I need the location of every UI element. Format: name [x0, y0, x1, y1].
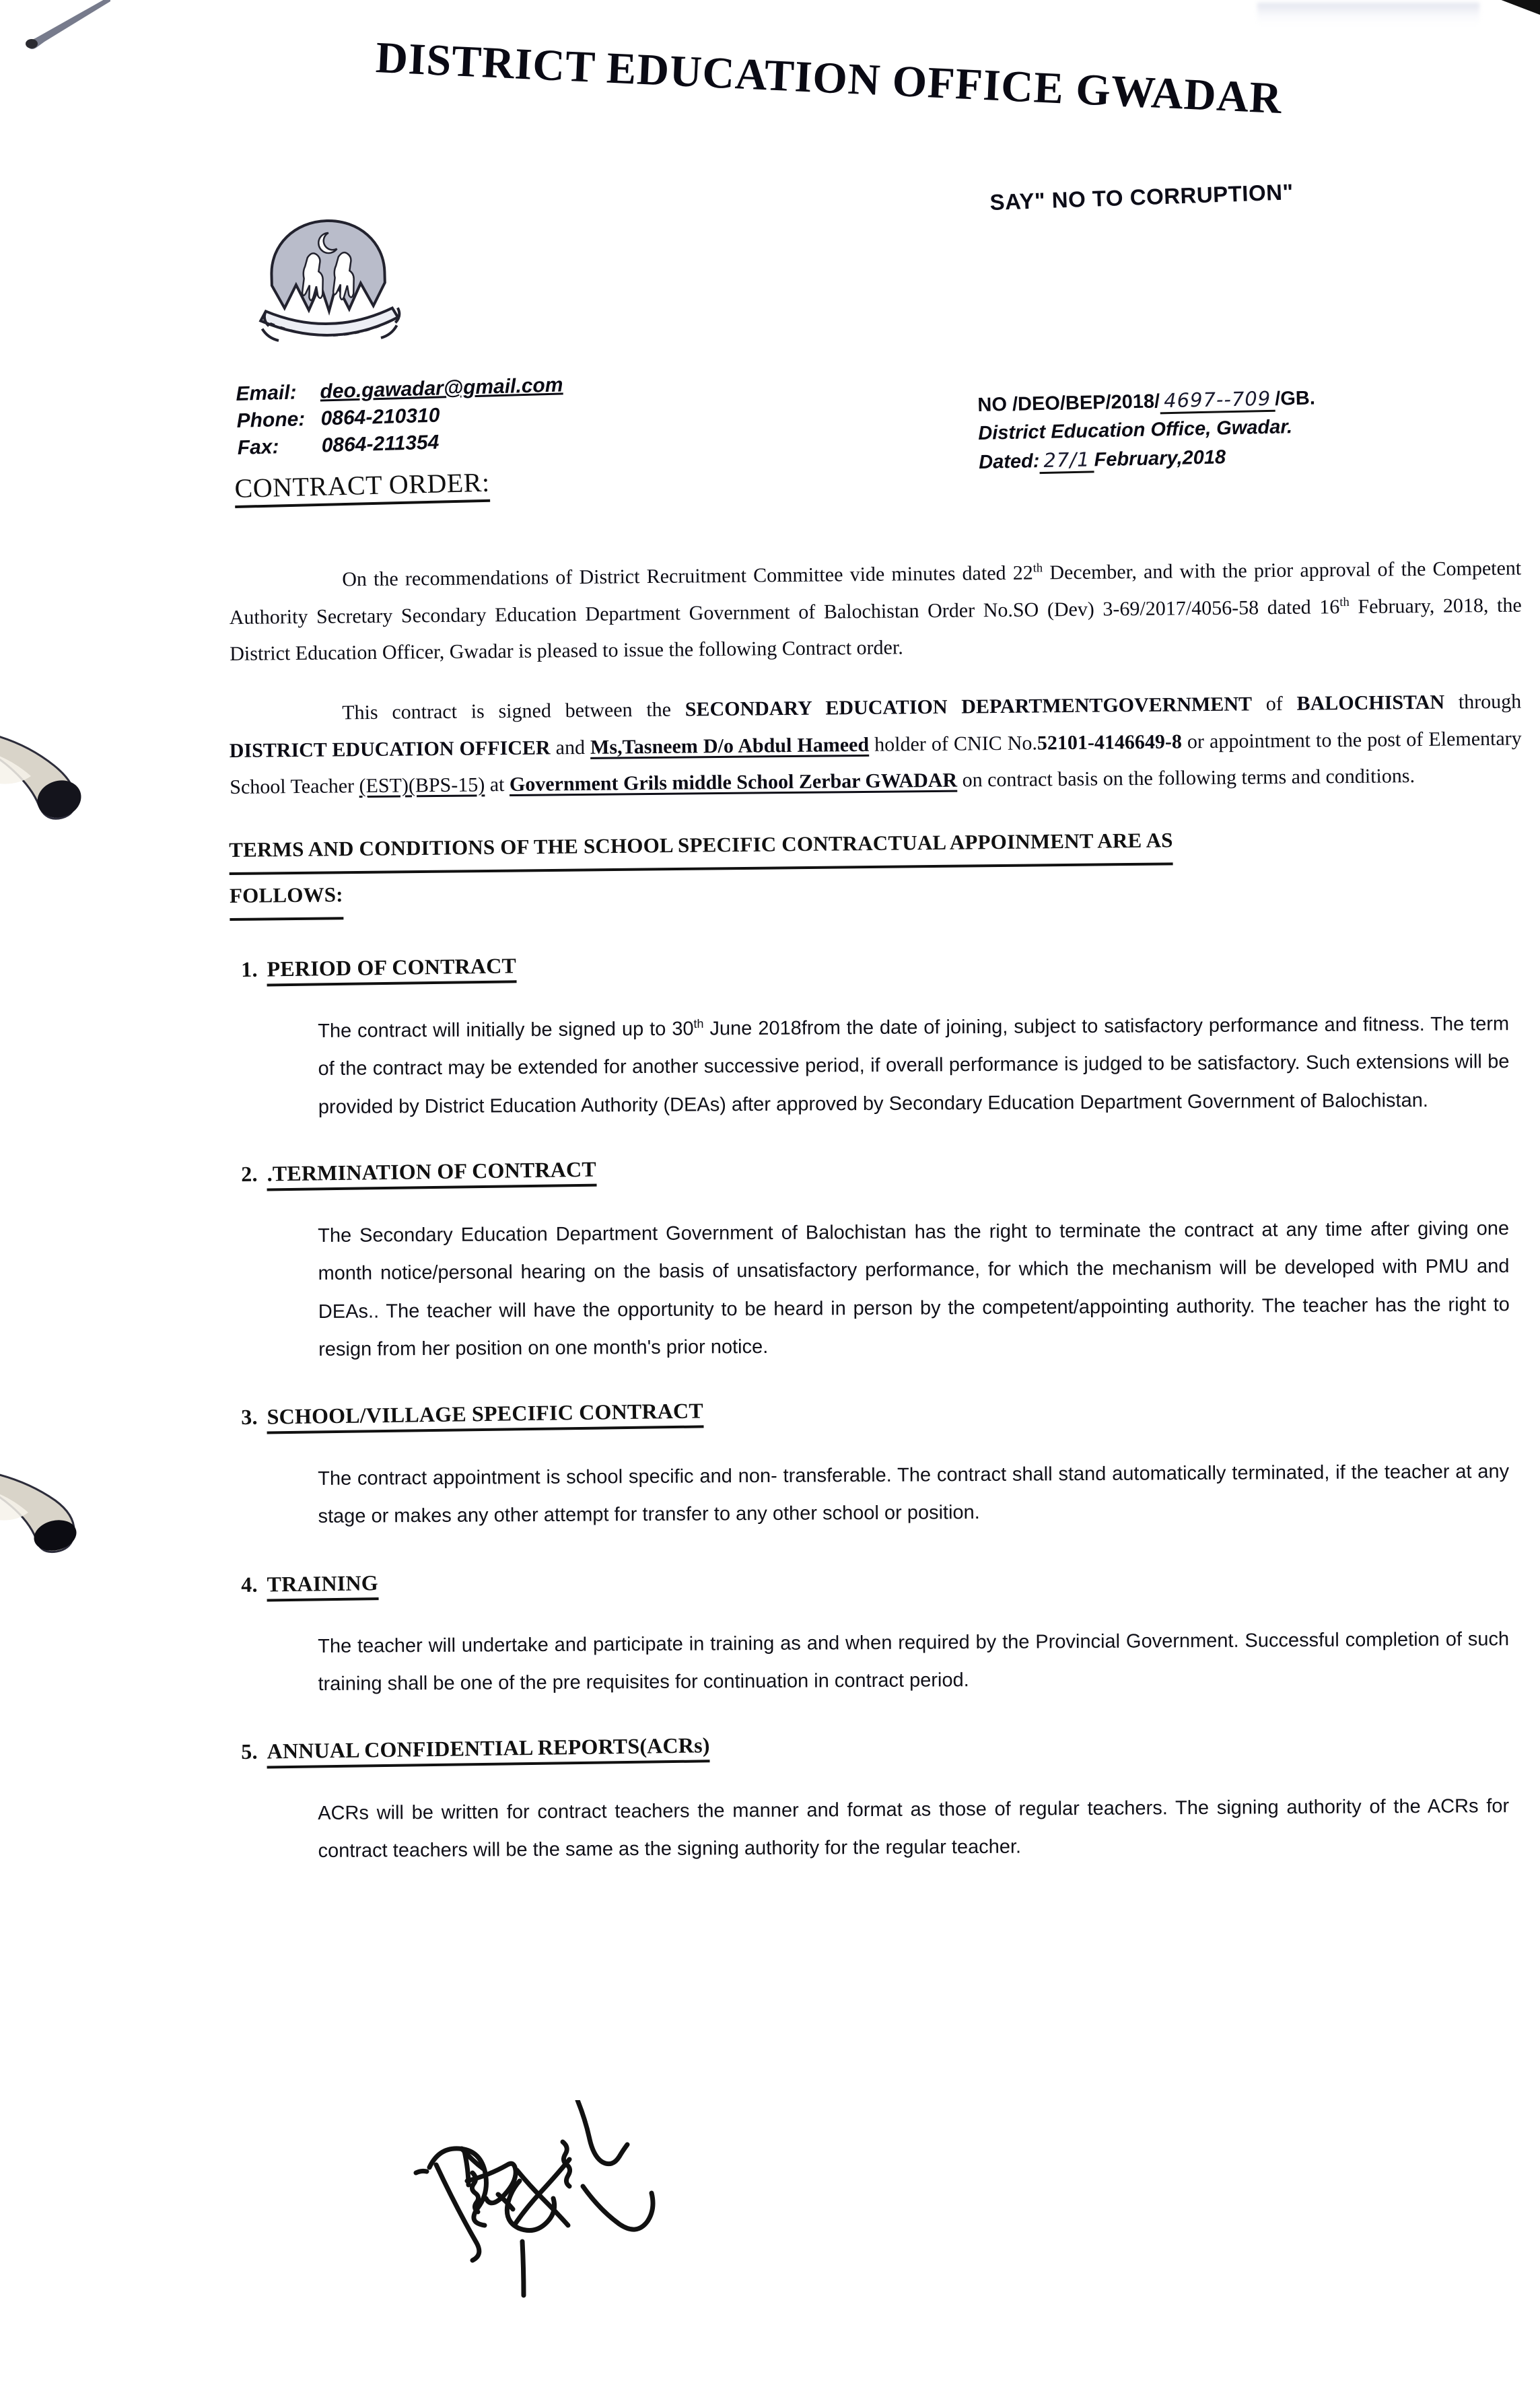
intro-p1-mid: December, and with the prior approval of the Competent Authority Secretary Secondary Education Department Government of Balochistan Order No.SO (Dev) 3-69/2017/4056-58 dated 16 [229, 557, 1522, 629]
intro-p2-f: or appointment to the post of Elementary School Teacher [230, 726, 1522, 798]
page-title: DISTRICT EDUCATION OFFICE GWADAR [374, 32, 1284, 124]
intro-p2-d: and [550, 736, 591, 759]
reference-block [977, 383, 1317, 477]
paragraph-indent [229, 719, 342, 720]
contract-order-heading [234, 466, 490, 504]
intro-p2-b: of [1251, 692, 1297, 716]
section-period-of-contract [229, 952, 1521, 1126]
fax-label: Fax: [237, 436, 279, 459]
scan-artifact-clip-lower [0, 1464, 128, 1578]
reference-number-suffix: /GB. [1274, 387, 1316, 410]
phone-label: Phone: [236, 408, 306, 432]
section-heading [241, 1144, 1521, 1192]
section-annual-confidential-reports [229, 1733, 1521, 1871]
intro-p2-e: holder of CNIC No. [868, 731, 1038, 756]
document-body [229, 557, 1522, 1871]
intro-p2-c: through [1444, 690, 1522, 714]
email-label: Email: [236, 381, 298, 405]
reference-number-prefix: NO /DEO/BEP/2018/ [977, 390, 1160, 416]
section-body-rest: June 2018from the date of joining, subject to satisfactory performance and fitness. The term of the contract may be extended for another successive period, if overall performance is judged to be satisfactory. Such extensions will be provided by District Education Authority (DEAs) after approved by Secondary Education Department Government of Balochistan. [318, 1012, 1510, 1118]
officer-title: DISTRICT EDUCATION OFFICER [229, 736, 551, 762]
section-heading [241, 1387, 1521, 1435]
section-heading [241, 939, 1521, 987]
contact-block [236, 372, 565, 461]
contract-order-heading-text: CONTRACT ORDER: [234, 467, 490, 508]
section-title: SCHOOL/VILLAGE SPECIFIC CONTRACT [267, 1399, 703, 1434]
paragraph-indent [229, 586, 342, 587]
section-heading [241, 1554, 1521, 1602]
government-crest-icon [252, 207, 405, 369]
section-title: .TERMINATION OF CONTRACT [267, 1157, 596, 1191]
intro-p1-ordinal-2: th [1339, 594, 1350, 609]
phone-value: 0864-210310 [320, 404, 440, 430]
intro-p1-tail: February, 2018, the District Education Officer, Gwadar is pleased to issue the following Contract order. [230, 594, 1522, 666]
teacher-name: Ms,Tasneem D/o Abdul Hameed [590, 733, 870, 759]
section-body-lead: The contract will initially be signed up to 30 [318, 1018, 694, 1042]
intro-p1-ordinal: th [1032, 561, 1043, 576]
intro-p2-h: on contract basis on the following terms and conditions. [956, 765, 1415, 792]
section-termination-of-contract [229, 1156, 1521, 1368]
terms-conditions-heading [229, 815, 1522, 920]
dated-handwritten: 27/1 [1039, 448, 1094, 474]
handwritten-signature [397, 2100, 680, 2322]
dated-suffix: February,2018 [1094, 446, 1226, 471]
scan-artifact-top-right [1459, 0, 1540, 20]
section-body: The teacher will undertake and participate in training as and when required by the Provincial Government. Successful completion of such training shall be one of the pre requisites for continuation in contract period. [318, 1628, 1510, 1696]
scan-artifact-smudge [1257, 3, 1479, 26]
section-body [318, 1005, 1510, 1126]
section-number: 1. [241, 957, 258, 981]
section-number: 5. [241, 1739, 258, 1764]
intro-paragraph-1 [229, 551, 1522, 673]
intro-p1-lead: On the recommendations of District Recruitment Committee vide minutes dated 22 [342, 561, 1033, 591]
fax-value: 0864-211354 [321, 431, 440, 457]
section-body: The contract appointment is school specific and non- transferable. The contract shall stand automatically terminated, if the teacher at any stage or makes any other attempt for transfer to any other school or position. [318, 1461, 1510, 1528]
scan-artifact-top-left [9, 0, 110, 50]
reference-date-line [979, 441, 1317, 477]
section-number: 2. [241, 1161, 258, 1187]
post-designation: (EST)(BPS-15) [359, 773, 485, 798]
intro-p2-a: This contract is signed between the [342, 698, 685, 724]
section-body-ordinal: th [693, 1016, 704, 1031]
department-name: SECONDARY EDUCATION DEPARTMENTGOVERNMENT [685, 693, 1253, 721]
intro-p2-g: at [485, 773, 510, 796]
scan-artifact-clip-upper [0, 724, 128, 851]
intro-paragraph-2 [229, 683, 1522, 806]
anti-corruption-slogan: SAY" NO TO CORRUPTION" [989, 179, 1294, 215]
cnic-number: 52101-4146649-8 [1037, 730, 1183, 754]
terms-heading-line-1: TERMS AND CONDITIONS OF THE SCHOOL SPECIFIC CONTRACTUAL APPOINMENT ARE AS [229, 815, 1522, 874]
section-number: 3. [241, 1404, 258, 1430]
terms-heading-line-2: FOLLOWS: [230, 861, 1523, 920]
section-body: ACRs will be written for contract teachers the manner and format as those of regular teachers. The signing authority of the ACRs for contract teachers will be the same as the signing authority for the regular teacher. [318, 1795, 1510, 1863]
reference-office: District Education Office, Gwadar. [978, 416, 1293, 445]
section-title: PERIOD OF CONTRACT [267, 953, 516, 986]
dated-label: Dated: [978, 450, 1040, 474]
province-name: BALOCHISTAN [1296, 691, 1445, 715]
reference-number-handwritten: 4697--709 [1160, 387, 1275, 415]
section-training [229, 1572, 1521, 1704]
section-school-village-specific-contract [229, 1398, 1521, 1536]
section-title: ANNUAL CONFIDENTIAL REPORTS(ACRs) [267, 1733, 710, 1769]
school-name: Government Grils middle School Zerbar GWADAR [509, 769, 958, 796]
section-number: 4. [241, 1572, 258, 1597]
section-body: The Secondary Education Department Government of Balochistan has the right to terminate the contract at any time after giving one month notice/personal hearing on the basis of unsatisfactory performance, for which the mechanism will be developed with PMU and DEAs.. The teacher will have the opportunity to be heard in person by the competent/appointing authority. The teacher has the right to resign from her position on one month's prior notice. [318, 1218, 1510, 1361]
section-title: TRAINING [267, 1570, 378, 1601]
section-heading [241, 1722, 1521, 1770]
email-value[interactable]: deo.gawadar@gmail.com [320, 374, 563, 403]
